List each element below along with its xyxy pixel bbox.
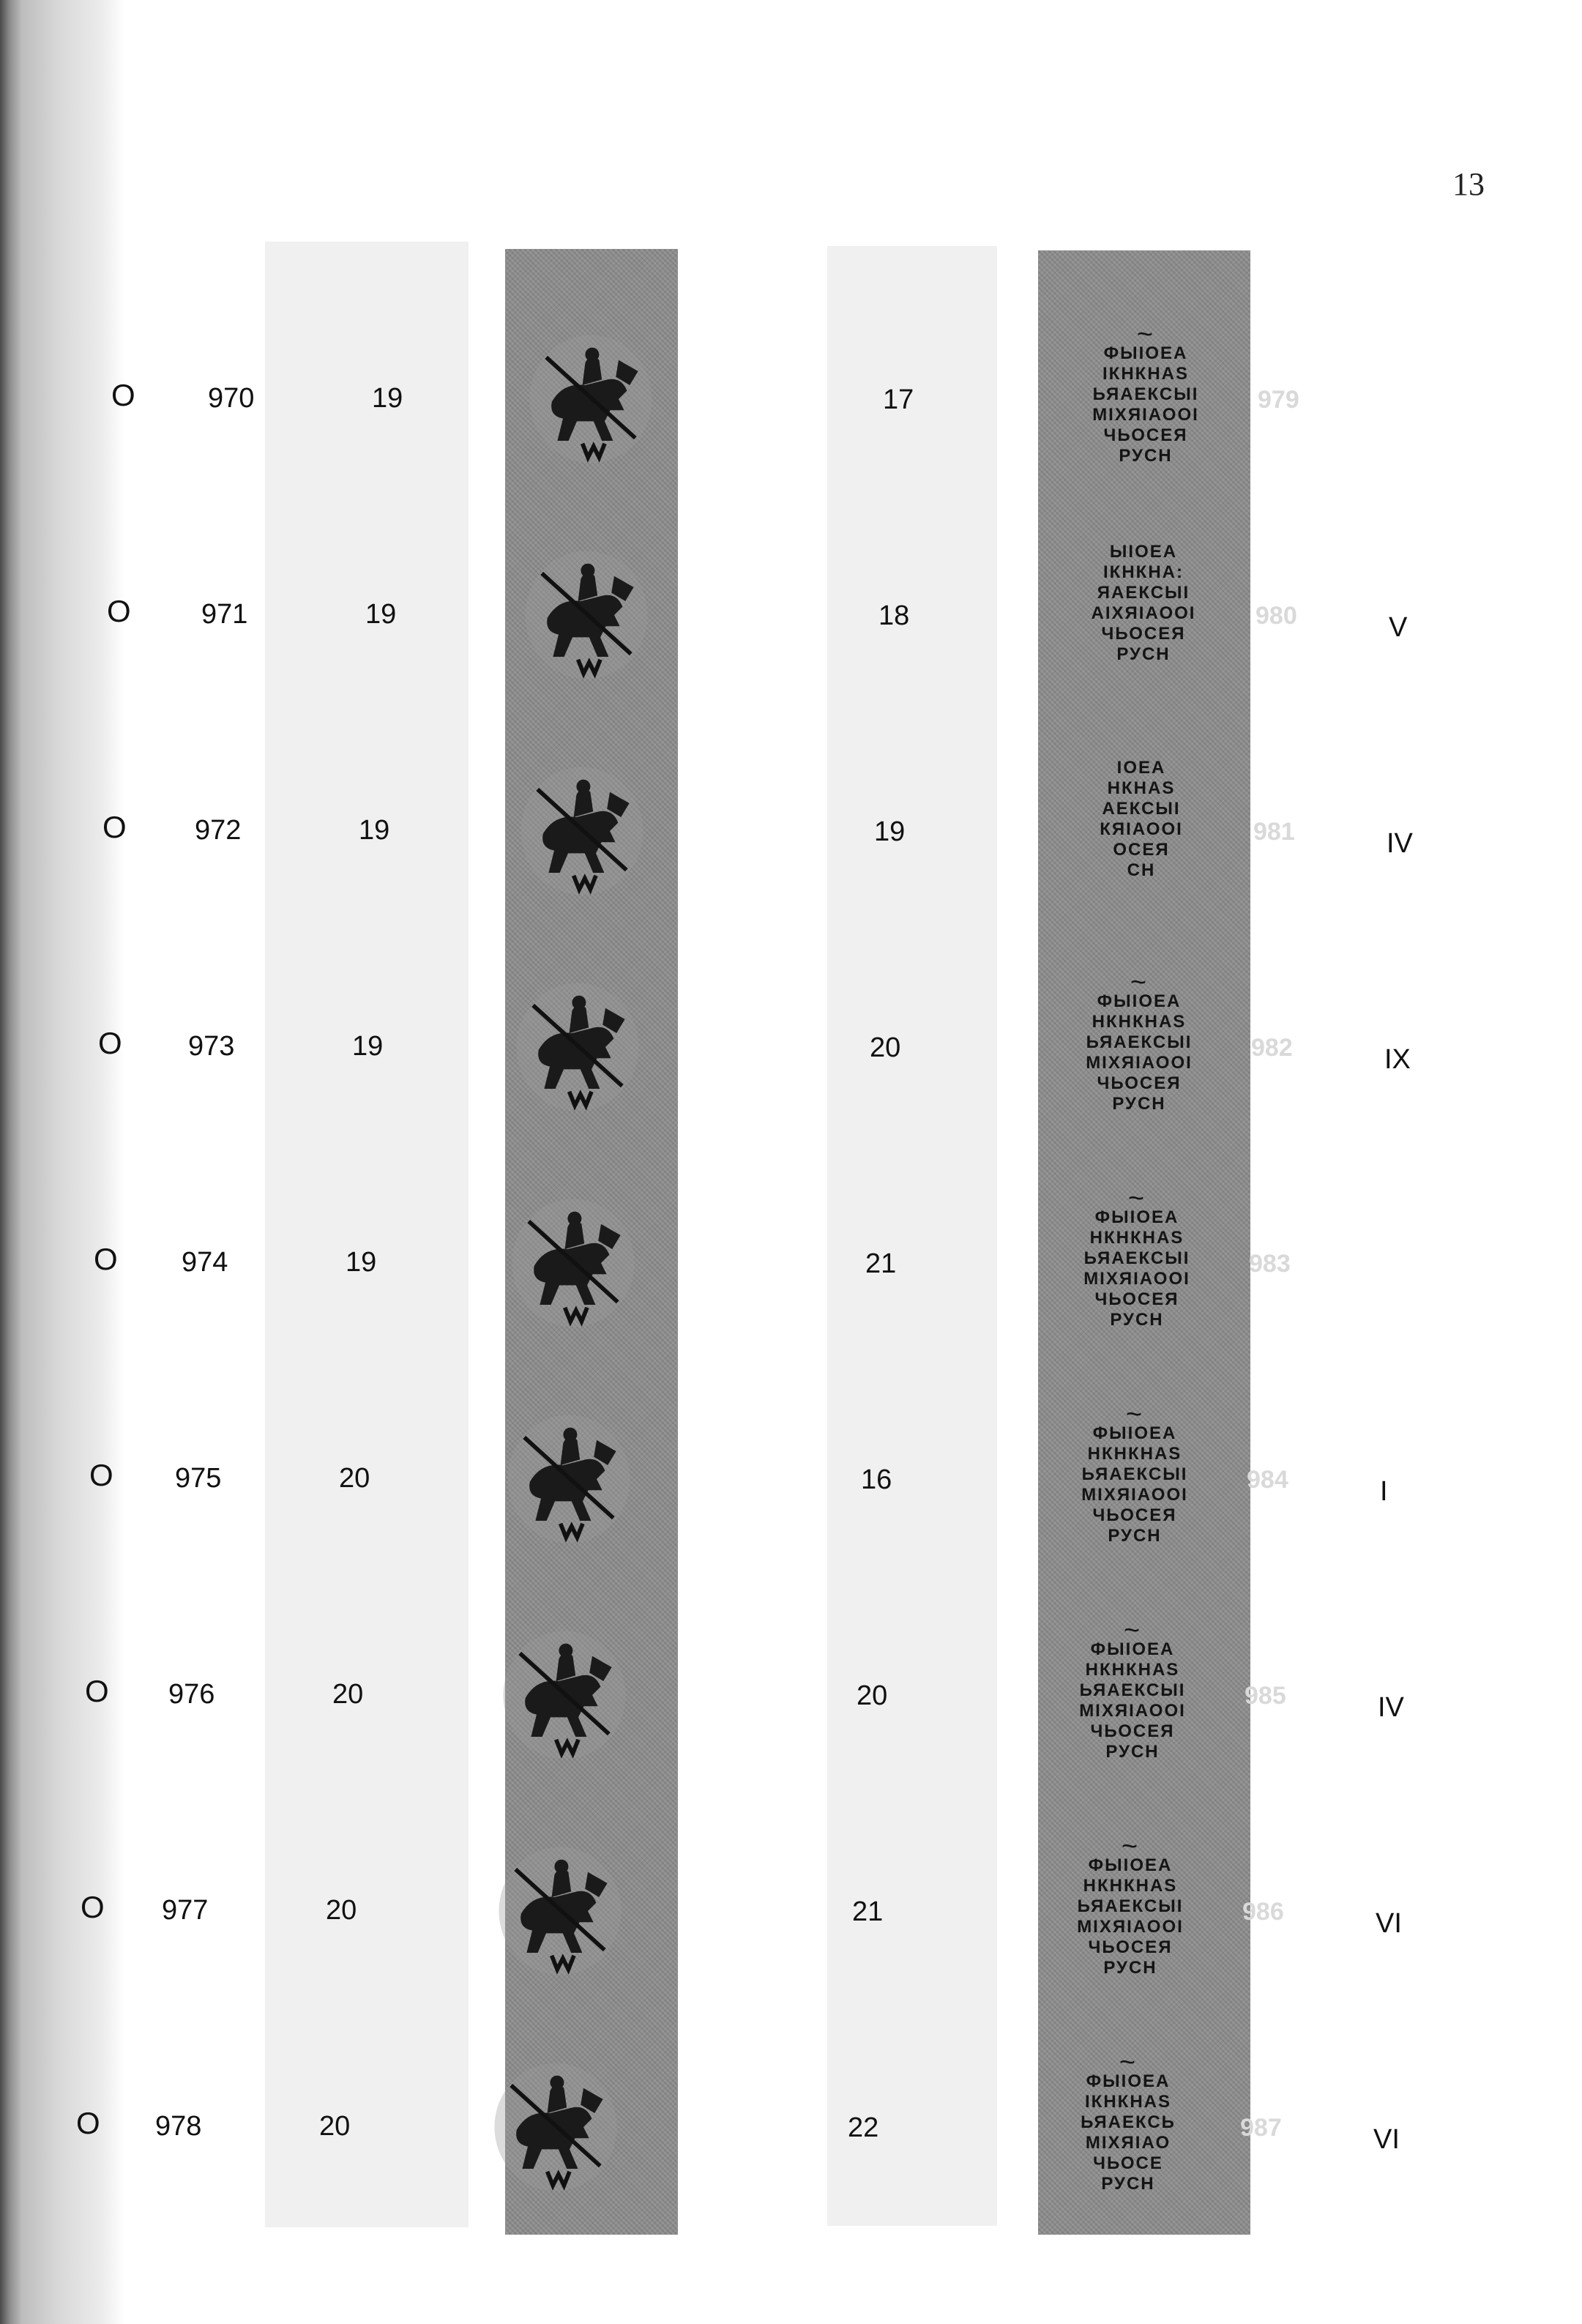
reverse-size-column (827, 246, 997, 2226)
legend-line: НКНКНАЅ (1089, 1228, 1184, 1248)
group-numeral: I (1380, 1476, 1388, 1507)
obverse-size: 20 (326, 1895, 357, 1926)
bleed-through-number: 983 (1249, 1250, 1291, 1278)
row-marker: O (111, 378, 135, 412)
legend-line: МІХЯІАООІ (1092, 405, 1199, 425)
reverse-size: 21 (865, 1248, 897, 1279)
binding-shadow (0, 0, 124, 2324)
legend-line: НКНКНАЅ (1085, 1660, 1180, 1680)
reverse-legend (1045, 1183, 1228, 1330)
tilde-mark: ~ (1123, 1615, 1142, 1646)
legend-line: ОСЕЯ (1113, 840, 1170, 860)
horseman-with-spear-icon (512, 758, 652, 904)
legend-line: ІКНКНА: (1103, 562, 1184, 582)
legend-line: АІХЯІАООІ (1091, 603, 1196, 623)
obverse-size: 20 (332, 1679, 364, 1710)
bleed-through-number: 986 (1242, 1898, 1284, 1926)
obverse-size: 19 (372, 383, 403, 414)
legend-line: ФЫІОЕА (1086, 2071, 1171, 2091)
obverse-size: 19 (352, 1031, 384, 1062)
reverse-legend (1050, 758, 1233, 881)
group-numeral: IV (1387, 828, 1413, 859)
reverse-legend (1048, 967, 1231, 1114)
legend-line: РУСН (1108, 1526, 1162, 1546)
bleed-through-number: 984 (1247, 1466, 1288, 1494)
reverse-legend (1039, 1831, 1222, 1978)
legend-line: ФЫІОЕА (1092, 1423, 1177, 1443)
reverse-size: 16 (861, 1464, 892, 1495)
legend-line: РУСН (1103, 1958, 1157, 1978)
reverse-legend (1054, 319, 1237, 466)
legend-line: КЯІАООІ (1100, 819, 1183, 839)
horseman-with-spear-icon (490, 1838, 630, 1984)
row-marker: O (98, 1026, 122, 1060)
horseman-with-spear-icon (517, 542, 656, 688)
tilde-mark: ~ (1130, 967, 1149, 998)
legend-line: ЬЯАЕКСЫІ (1079, 1680, 1186, 1700)
legend-line: МІХЯІАООІ (1079, 1701, 1186, 1721)
obverse-size-column (265, 242, 469, 2227)
obverse-size: 19 (359, 815, 390, 846)
row-marker: O (76, 2106, 100, 2140)
row-marker: O (94, 1242, 118, 1276)
legend-line: РУСН (1105, 1742, 1160, 1762)
legend-line: ФЫІОЕА (1097, 991, 1182, 1011)
legend-line: ЬЯАЕКСЫІ (1077, 1896, 1184, 1916)
reverse-size: 19 (874, 816, 906, 847)
legend-line: ЧЬОСЕ (1093, 2153, 1163, 2173)
legend-line: РУСН (1112, 1094, 1166, 1114)
group-numeral: VI (1376, 1908, 1402, 1939)
tilde-mark: ~ (1121, 1831, 1140, 1862)
reverse-size: 21 (852, 1896, 884, 1927)
reverse-size: 17 (883, 384, 914, 415)
row-marker: O (107, 594, 131, 628)
horseman-with-spear-icon (521, 326, 660, 472)
tilde-mark: ~ (1125, 1399, 1144, 1430)
legend-line: ЬЯАЕКСЫІ (1086, 1032, 1193, 1052)
bleed-through-number: 987 (1240, 2114, 1282, 2142)
row-marker: O (89, 1458, 113, 1492)
catalog-number: 973 (188, 1031, 235, 1062)
legend-line: ЬЯАЕКСЬ (1081, 2112, 1176, 2132)
group-numeral: VI (1373, 2124, 1400, 2155)
horseman-with-spear-icon (508, 974, 647, 1120)
legend-line: ЧЬОСЕЯ (1090, 1721, 1175, 1741)
horseman-with-spear-icon (499, 1406, 638, 1552)
tilde-mark: ~ (1119, 2047, 1138, 2078)
legend-line: ЬЯАЕКСЫІ (1083, 1248, 1190, 1268)
catalog-number: 972 (195, 815, 242, 846)
row-marker: O (85, 1674, 109, 1708)
catalog-number: 971 (201, 599, 248, 630)
legend-line: НКНАЅ (1107, 778, 1176, 798)
legend-line: ФЫІОЕА (1094, 1207, 1179, 1227)
legend-line: ЧЬОСЕЯ (1101, 624, 1186, 644)
reverse-size: 20 (870, 1032, 901, 1063)
reverse-legend (1043, 1399, 1226, 1546)
legend-line: РУСН (1116, 644, 1171, 664)
legend-line: ІОЕА (1116, 758, 1166, 778)
legend-line: ЬЯАЕКСЫІ (1081, 1464, 1188, 1484)
legend-line: ЧЬОСЕЯ (1088, 1937, 1173, 1957)
obverse-size: 20 (319, 2111, 351, 2142)
catalog-number: 977 (162, 1895, 209, 1926)
reverse-size: 18 (878, 600, 910, 631)
group-numeral: IV (1378, 1692, 1404, 1723)
reverse-size: 20 (857, 1680, 888, 1711)
legend-line: ФЫІОЕА (1088, 1855, 1173, 1875)
tilde-mark: ~ (1127, 1183, 1146, 1214)
legend-line: ЯАЕКСЫІ (1097, 583, 1190, 603)
catalog-number: 974 (182, 1247, 228, 1278)
horseman-with-spear-icon (504, 1190, 643, 1336)
legend-line: АЕКСЫІ (1102, 799, 1181, 819)
row-marker: O (81, 1890, 105, 1924)
catalog-number: 975 (175, 1463, 222, 1494)
legend-line: РУСН (1110, 1310, 1164, 1330)
legend-line: МІХЯІАО (1085, 2133, 1171, 2153)
legend-line: РУСН (1119, 446, 1173, 466)
legend-line: СН (1127, 860, 1156, 880)
reverse-legend (1052, 542, 1235, 665)
legend-line: МІХЯІАООІ (1081, 1485, 1188, 1505)
page-number: 13 (1452, 166, 1485, 202)
group-numeral: IX (1384, 1044, 1411, 1075)
legend-line: МІХЯІАООІ (1086, 1053, 1193, 1073)
legend-line: ФЫІОЕА (1103, 343, 1188, 363)
reverse-size: 22 (848, 2112, 879, 2143)
legend-line: ЧЬОСЕЯ (1092, 1505, 1177, 1525)
tilde-mark: ~ (1136, 319, 1155, 350)
group-numeral: V (1389, 612, 1408, 643)
bleed-through-number: 985 (1245, 1682, 1286, 1710)
legend-line: НКНКНАЅ (1092, 1012, 1187, 1032)
legend-line: ЧЬОСЕЯ (1097, 1073, 1182, 1093)
catalog-number: 976 (168, 1679, 215, 1710)
legend-line: ІКНКНАЅ (1102, 364, 1189, 384)
bleed-through-number: 980 (1255, 602, 1297, 630)
legend-line: МІХЯІАООІ (1077, 1917, 1184, 1937)
legend-line: РУСН (1101, 2174, 1155, 2194)
legend-line: МІХЯІАООІ (1083, 1269, 1190, 1289)
legend-line: ЧЬОСЕЯ (1094, 1289, 1179, 1309)
horseman-with-spear-icon (495, 1622, 634, 1768)
reverse-legend (1041, 1615, 1224, 1762)
legend-line: ФЫІОЕА (1090, 1639, 1175, 1659)
bleed-through-number: 982 (1251, 1034, 1293, 1062)
bleed-through-number: 981 (1253, 818, 1295, 846)
legend-line: ІКНКНАЅ (1085, 2092, 1171, 2112)
row-marker: O (102, 810, 127, 844)
legend-line: ЬЯАЕКСЫІ (1092, 384, 1199, 404)
legend-line: ЧЬОСЕЯ (1103, 425, 1188, 445)
obverse-size: 19 (346, 1247, 377, 1278)
legend-line: НКНКНАЅ (1083, 1876, 1178, 1896)
horseman-with-spear-icon (486, 2054, 625, 2200)
reverse-legend (1037, 2047, 1220, 2194)
legend-line: ЫІОЕА (1109, 542, 1178, 562)
catalog-number: 970 (208, 383, 255, 414)
obverse-size: 19 (365, 599, 397, 630)
obverse-size: 20 (339, 1463, 370, 1494)
legend-line: НКНКНАЅ (1087, 1444, 1182, 1464)
catalog-number: 978 (155, 2111, 202, 2142)
bleed-through-number: 979 (1258, 386, 1299, 414)
